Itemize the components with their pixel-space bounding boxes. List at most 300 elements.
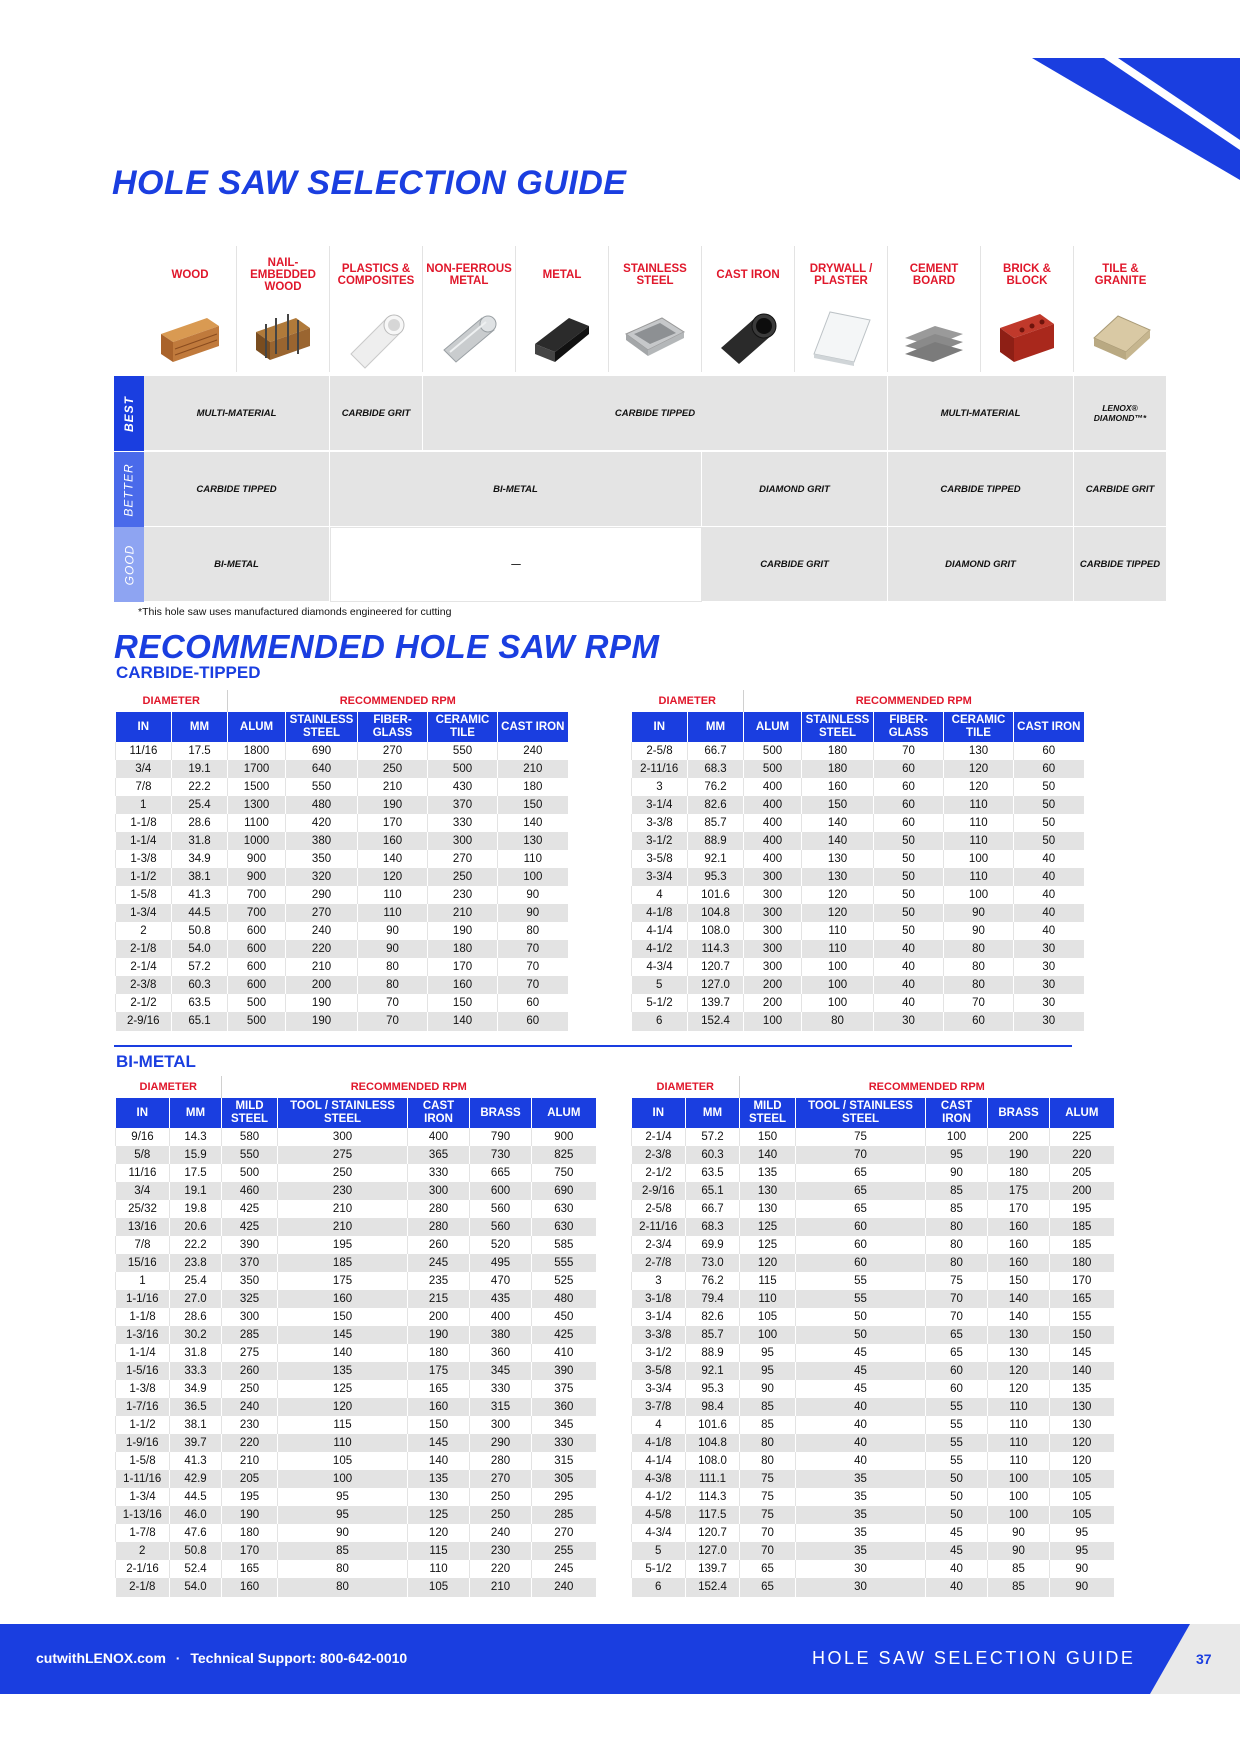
table-cell: 1-1/16 [116, 1290, 170, 1308]
table-row [632, 1560, 1114, 1578]
table-cell: 7/8 [116, 778, 172, 796]
table-cell: 400 [744, 814, 802, 832]
table-cell: 1 [116, 1272, 170, 1290]
table-cell: 60 [498, 994, 568, 1012]
table-cell: 410 [532, 1344, 596, 1362]
table-cell: 70 [498, 958, 568, 976]
col-header-tool-stainless: TOOL / STAINLESS STEEL [278, 1098, 408, 1128]
table-cell: 15/16 [116, 1254, 170, 1272]
table-cell: 665 [470, 1164, 532, 1182]
table-cell: 60 [926, 1380, 988, 1398]
selection-grid [114, 246, 1182, 602]
table-cell: 120 [358, 868, 428, 886]
table-cell: 170 [428, 958, 498, 976]
diameter-group-label: DIAMETER [116, 690, 228, 712]
table-cell: 95.3 [688, 868, 744, 886]
table-cell: 2-3/4 [632, 1236, 686, 1254]
table-cell: 90 [1050, 1560, 1114, 1578]
table-cell: 275 [222, 1344, 278, 1362]
table-row [116, 850, 568, 868]
diameter-group-label: DIAMETER [632, 690, 744, 712]
table-cell: 1500 [228, 778, 286, 796]
table-row [116, 1272, 596, 1290]
table-row [116, 778, 568, 796]
table-cell: 95 [740, 1344, 796, 1362]
rpm-group-label: RECOMMENDED RPM [222, 1076, 596, 1098]
table-cell: 160 [358, 832, 428, 850]
table-cell: 270 [470, 1470, 532, 1488]
table-cell: 46.0 [170, 1506, 222, 1524]
table-cell: 580 [222, 1128, 278, 1146]
table-row [632, 1182, 1114, 1200]
table-row [116, 1452, 596, 1470]
table-cell: 28.6 [172, 814, 228, 832]
aluminum-rod-icon [436, 304, 502, 370]
table-cell: 245 [408, 1254, 470, 1272]
table-cell: 108.0 [686, 1452, 740, 1470]
better-tile: CARBIDE GRIT [1074, 452, 1167, 527]
table-cell: 230 [428, 886, 498, 904]
table-cell: 180 [802, 760, 874, 778]
table-cell: 210 [222, 1452, 278, 1470]
table-cell: 210 [498, 760, 568, 778]
table-cell: 150 [408, 1416, 470, 1434]
table-cell: 3-1/8 [632, 1290, 686, 1308]
table-row [632, 1326, 1114, 1344]
table-cell: 3-3/4 [632, 868, 688, 886]
table-cell: 175 [278, 1272, 408, 1290]
cast-iron-pipe-icon [715, 304, 781, 370]
table-cell: 50 [874, 868, 944, 886]
table-cell: 60 [926, 1362, 988, 1380]
table-cell: 560 [470, 1218, 532, 1236]
table-cell: 240 [532, 1578, 596, 1597]
table-cell: 114.3 [686, 1488, 740, 1506]
table-cell: 90 [944, 922, 1014, 940]
col-header-cast-iron: CAST IRON [408, 1098, 470, 1128]
table-cell: 140 [1050, 1362, 1114, 1380]
table-cell: 40 [796, 1398, 926, 1416]
table-cell: 4-1/4 [632, 1452, 686, 1470]
pvc-pipe-icon [343, 304, 409, 370]
table-row [116, 1524, 596, 1542]
table-cell: 85.7 [686, 1326, 740, 1344]
table-cell: 60 [796, 1236, 926, 1254]
table-cell: 2-9/16 [116, 1012, 172, 1031]
table-cell: 425 [222, 1200, 278, 1218]
table-row [632, 922, 1084, 940]
table-cell: 55 [926, 1434, 988, 1452]
table-row [632, 1452, 1114, 1470]
table-cell: 117.5 [686, 1506, 740, 1524]
row-label-best: BEST [114, 376, 144, 451]
rpm-group-label: RECOMMENDED RPM [740, 1076, 1114, 1098]
table-cell: 100 [988, 1506, 1050, 1524]
table-cell: 300 [744, 958, 802, 976]
table-cell: 315 [532, 1452, 596, 1470]
best-masonry: MULTI-MATERIAL [888, 376, 1074, 451]
table-cell: 125 [278, 1380, 408, 1398]
table-cell: 11/16 [116, 742, 172, 760]
table-cell: 100 [740, 1326, 796, 1344]
table-row [632, 1578, 1114, 1597]
table-cell: 19.1 [170, 1182, 222, 1200]
table-cell: 54.0 [172, 940, 228, 958]
table-cell: 200 [988, 1128, 1050, 1146]
table-cell: 80 [740, 1434, 796, 1452]
table-cell: 350 [286, 850, 358, 868]
table-cell: 152.4 [688, 1012, 744, 1031]
table-cell: 73.0 [686, 1254, 740, 1272]
col-header-mm: MM [170, 1098, 222, 1128]
table-cell: 110 [802, 922, 874, 940]
table-cell: 44.5 [172, 904, 228, 922]
material-metal: METAL [516, 246, 609, 372]
table-cell: 75 [796, 1128, 926, 1146]
table-cell: 100 [802, 958, 874, 976]
table-cell: 50 [1014, 778, 1084, 796]
table-row [116, 1542, 596, 1560]
cement-board-icon [901, 304, 967, 370]
table-cell: 700 [228, 886, 286, 904]
table-cell: 170 [358, 814, 428, 832]
table-cell: 50.8 [170, 1542, 222, 1560]
table-cell: 2-7/8 [632, 1254, 686, 1272]
table-cell: 4-1/2 [632, 940, 688, 958]
table-cell: 1-1/2 [116, 868, 172, 886]
table-cell: 460 [222, 1182, 278, 1200]
table-cell: 9/16 [116, 1128, 170, 1146]
table-cell: 60 [498, 1012, 568, 1031]
steel-angle-icon [529, 304, 595, 370]
table-row [632, 940, 1084, 958]
table-cell: 260 [408, 1236, 470, 1254]
rpm-title: RECOMMENDED HOLE SAW RPM [114, 628, 660, 665]
table-cell: 65 [796, 1182, 926, 1200]
table-cell: 3-1/2 [632, 832, 688, 850]
table-cell: 30 [1014, 940, 1084, 958]
table-cell: 110 [358, 904, 428, 922]
table-cell: 295 [532, 1488, 596, 1506]
table-cell: 120 [278, 1398, 408, 1416]
col-header-ceramic: CERAMIC TILE [428, 712, 498, 742]
table-cell: 50 [796, 1308, 926, 1326]
table-cell: 270 [428, 850, 498, 868]
table-cell: 140 [988, 1308, 1050, 1326]
website-link[interactable]: cutwithLENOX.com [36, 1650, 166, 1666]
col-header-tool-stainless: TOOL / STAINLESS STEEL [796, 1098, 926, 1128]
table-cell: 280 [408, 1200, 470, 1218]
table-row [632, 1470, 1114, 1488]
table-cell: 35 [796, 1470, 926, 1488]
table-cell: 160 [988, 1254, 1050, 1272]
table-row [632, 1362, 1114, 1380]
table-cell: 155 [1050, 1308, 1114, 1326]
table-cell: 90 [498, 904, 568, 922]
table-cell: 600 [228, 976, 286, 994]
table-cell: 110 [988, 1452, 1050, 1470]
better-castiron-drywall: DIAMOND GRIT [702, 452, 888, 527]
table-cell: 50 [1014, 814, 1084, 832]
tile-icon [1088, 304, 1154, 370]
table-cell: 140 [988, 1290, 1050, 1308]
page-number: 37 [1196, 1651, 1212, 1667]
table-cell: 57.2 [686, 1128, 740, 1146]
table-cell: 104.8 [686, 1434, 740, 1452]
page-title: HOLE SAW SELECTION GUIDE [112, 164, 627, 202]
table-cell: 1-9/16 [116, 1434, 170, 1452]
table-cell: 300 [222, 1308, 278, 1326]
table-cell: 270 [358, 742, 428, 760]
table-row [632, 1146, 1114, 1164]
table-cell: 380 [470, 1326, 532, 1344]
table-cell: 108.0 [688, 922, 744, 940]
table-cell: 600 [470, 1182, 532, 1200]
carbide-table-left [115, 690, 568, 1031]
table-cell: 70 [874, 742, 944, 760]
table-cell: 45 [926, 1524, 988, 1542]
brick-icon [994, 304, 1060, 370]
table-cell: 500 [428, 760, 498, 778]
table-cell: 700 [228, 904, 286, 922]
table-row [116, 1182, 596, 1200]
table-row [116, 1254, 596, 1272]
table-cell: 27.0 [170, 1290, 222, 1308]
table-cell: 60 [874, 814, 944, 832]
table-cell: 14.3 [170, 1128, 222, 1146]
table-cell: 23.8 [170, 1254, 222, 1272]
table-cell: 11/16 [116, 1164, 170, 1182]
table-cell: 160 [408, 1398, 470, 1416]
table-cell: 3-1/4 [632, 796, 688, 814]
table-cell: 185 [278, 1254, 408, 1272]
table-row [116, 760, 568, 778]
table-row [116, 922, 568, 940]
table-cell: 139.7 [686, 1560, 740, 1578]
table-cell: 95 [926, 1146, 988, 1164]
table-cell: 85 [740, 1416, 796, 1434]
table-cell: 39.7 [170, 1434, 222, 1452]
table-row [632, 760, 1084, 778]
table-cell: 3 [632, 778, 688, 796]
table-cell: 1300 [228, 796, 286, 814]
table-cell: 60.3 [686, 1146, 740, 1164]
table-cell: 900 [228, 850, 286, 868]
table-cell: 290 [470, 1434, 532, 1452]
table-cell: 120 [1050, 1434, 1114, 1452]
better-masonry: CARBIDE TIPPED [888, 452, 1074, 527]
table-cell: 30.2 [170, 1326, 222, 1344]
table-cell: 160 [278, 1290, 408, 1308]
table-cell: 35 [796, 1542, 926, 1560]
table-cell: 2 [116, 922, 172, 940]
table-cell: 82.6 [688, 796, 744, 814]
table-cell: 3/4 [116, 1182, 170, 1200]
table-cell: 2-1/2 [116, 994, 172, 1012]
table-cell: 30 [1014, 958, 1084, 976]
table-row [116, 1164, 596, 1182]
footer [0, 1624, 1240, 1694]
table-cell: 34.9 [170, 1380, 222, 1398]
material-brick: BRICK & BLOCK [981, 246, 1074, 372]
table-row [116, 1398, 596, 1416]
table-cell: 210 [278, 1218, 408, 1236]
table-cell: 40 [796, 1452, 926, 1470]
table-cell: 80 [944, 976, 1014, 994]
table-cell: 550 [428, 742, 498, 760]
table-cell: 190 [222, 1506, 278, 1524]
table-cell: 55 [926, 1416, 988, 1434]
table-row [632, 1524, 1114, 1542]
table-cell: 185 [1050, 1218, 1114, 1236]
table-cell: 1-3/8 [116, 850, 172, 868]
diameter-group-label: DIAMETER [116, 1076, 222, 1098]
col-header-cast-iron: CAST IRON [498, 712, 568, 742]
table-cell: 190 [286, 1012, 358, 1031]
table-cell: 100 [988, 1488, 1050, 1506]
table-cell: 110 [944, 796, 1014, 814]
table-cell: 140 [740, 1146, 796, 1164]
table-cell: 55 [926, 1398, 988, 1416]
table-cell: 1-1/2 [116, 1416, 170, 1434]
table-cell: 70 [796, 1146, 926, 1164]
table-cell: 38.1 [172, 868, 228, 886]
table-cell: 85.7 [688, 814, 744, 832]
table-cell: 225 [1050, 1128, 1114, 1146]
table-cell: 2-1/4 [632, 1128, 686, 1146]
table-cell: 1-11/16 [116, 1470, 170, 1488]
table-cell: 45 [926, 1542, 988, 1560]
table-cell: 250 [222, 1380, 278, 1398]
table-cell: 110 [358, 886, 428, 904]
table-cell: 120 [408, 1524, 470, 1542]
table-cell: 80 [802, 1012, 874, 1031]
table-cell: 85 [740, 1398, 796, 1416]
table-cell: 40 [1014, 868, 1084, 886]
col-header-stainless: STAINLESS STEEL [286, 712, 358, 742]
table-cell: 85 [278, 1542, 408, 1560]
table-cell: 285 [532, 1506, 596, 1524]
table-cell: 95 [1050, 1524, 1114, 1542]
table-row [116, 1326, 596, 1344]
table-cell: 145 [408, 1434, 470, 1452]
good-wood-nail: BI-METAL [144, 527, 330, 602]
table-cell: 125 [740, 1236, 796, 1254]
table-cell: 210 [286, 958, 358, 976]
table-cell: 60 [796, 1254, 926, 1272]
table-cell: 520 [470, 1236, 532, 1254]
table-row [116, 1236, 596, 1254]
support-phone: Technical Support: 800-642-0010 [190, 1650, 408, 1666]
table-cell: 20.6 [170, 1218, 222, 1236]
bi-metal-title: BI-METAL [116, 1052, 196, 1071]
table-cell: 170 [222, 1542, 278, 1560]
table-cell: 7/8 [116, 1236, 170, 1254]
table-cell: 50 [926, 1488, 988, 1506]
table-cell: 40 [1014, 904, 1084, 922]
table-cell: 130 [944, 742, 1014, 760]
table-cell: 165 [1050, 1290, 1114, 1308]
table-cell: 30 [874, 1012, 944, 1031]
rpm-group-label: RECOMMENDED RPM [744, 690, 1084, 712]
table-cell: 130 [740, 1200, 796, 1218]
table-cell: 280 [408, 1218, 470, 1236]
table-cell: 140 [408, 1452, 470, 1470]
table-cell: 220 [1050, 1146, 1114, 1164]
col-header-alum: ALUM [744, 712, 802, 742]
table-cell: 100 [988, 1470, 1050, 1488]
table-cell: 400 [470, 1308, 532, 1326]
table-cell: 200 [286, 976, 358, 994]
table-cell: 4-5/8 [632, 1506, 686, 1524]
table-cell: 245 [532, 1560, 596, 1578]
table-row [632, 814, 1084, 832]
table-cell: 60 [1014, 742, 1084, 760]
table-cell: 80 [498, 922, 568, 940]
table-cell: 55 [796, 1290, 926, 1308]
table-cell: 2-1/2 [632, 1164, 686, 1182]
table-cell: 35 [796, 1506, 926, 1524]
table-cell: 560 [470, 1200, 532, 1218]
table-row [116, 976, 568, 994]
table-cell: 80 [740, 1452, 796, 1470]
better-plastics-metals: BI-METAL [330, 452, 702, 527]
table-cell: 6 [632, 1578, 686, 1597]
table-cell: 30 [1014, 1012, 1084, 1031]
table-cell: 31.8 [170, 1344, 222, 1362]
table-cell: 130 [740, 1182, 796, 1200]
table-cell: 15.9 [170, 1146, 222, 1164]
table-cell: 110 [944, 832, 1014, 850]
table-cell: 101.6 [686, 1416, 740, 1434]
material-wood: WOOD [144, 246, 237, 372]
table-cell: 175 [408, 1362, 470, 1380]
table-row [632, 1128, 1114, 1146]
table-cell: 80 [944, 958, 1014, 976]
table-cell: 170 [1050, 1272, 1114, 1290]
table-row [632, 850, 1084, 868]
table-cell: 190 [408, 1326, 470, 1344]
table-row [632, 1344, 1114, 1362]
table-cell: 1-3/4 [116, 904, 172, 922]
table-row [116, 1012, 568, 1031]
table-cell: 100 [944, 850, 1014, 868]
table-cell: 95 [278, 1506, 408, 1524]
col-header-ceramic: CERAMIC TILE [944, 712, 1014, 742]
table-cell: 68.3 [686, 1218, 740, 1236]
table-cell: 110 [802, 940, 874, 958]
table-cell: 190 [358, 796, 428, 814]
col-header-mild-steel: MILD STEEL [222, 1098, 278, 1128]
table-cell: 40 [1014, 850, 1084, 868]
table-cell: 500 [222, 1164, 278, 1182]
table-cell: 52.4 [170, 1560, 222, 1578]
table-cell: 45 [796, 1380, 926, 1398]
col-header-fiberglass: FIBER-GLASS [358, 712, 428, 742]
table-cell: 3-3/4 [632, 1380, 686, 1398]
table-cell: 240 [470, 1524, 532, 1542]
table-cell: 95 [740, 1362, 796, 1380]
table-cell: 790 [470, 1128, 532, 1146]
table-cell: 5 [632, 976, 688, 994]
table-cell: 1000 [228, 832, 286, 850]
material-drywall: DRYWALL / PLASTER [795, 246, 888, 372]
table-row [116, 1308, 596, 1326]
material-nail-embedded-wood: NAIL-EMBEDDED WOOD [237, 246, 330, 372]
table-cell: 110 [498, 850, 568, 868]
table-cell: 66.7 [686, 1200, 740, 1218]
table-cell: 150 [278, 1308, 408, 1326]
